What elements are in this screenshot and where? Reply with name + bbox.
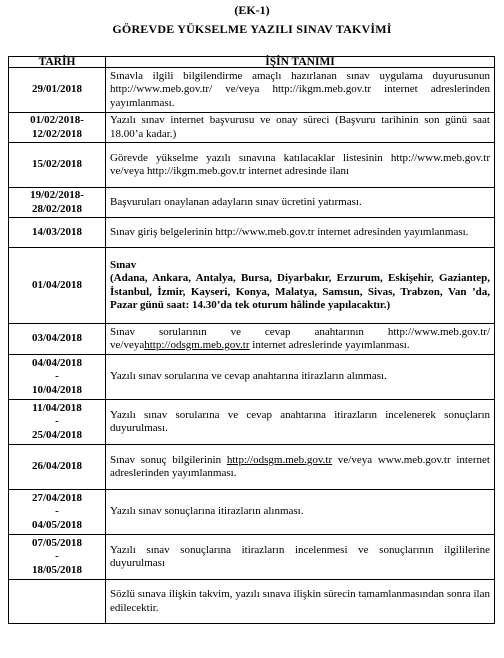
row-date	[9, 324, 106, 355]
date-text: 26/04/2018	[31, 460, 83, 473]
table-row	[9, 400, 495, 445]
table-row	[9, 535, 495, 580]
description-text: Yazılı sınav sorularına ve cevap anahtarına itirazların incelenerek sonuçların duyurulması.	[110, 408, 490, 434]
date-text: 10/04/2018	[31, 383, 83, 396]
row-date	[9, 445, 106, 490]
date-text: 29/01/2018	[31, 83, 83, 96]
row-date	[9, 355, 106, 400]
annex-label: (EK-1)	[234, 3, 270, 17]
row-date	[9, 490, 106, 535]
description-text: Başvuruları onaylanan adayların sınav ücretini yatırması.	[110, 195, 362, 208]
row-description	[106, 113, 495, 143]
row-description	[106, 248, 495, 324]
row-date	[9, 400, 106, 445]
date-text: 01/02/2018-	[30, 114, 84, 127]
page-title: GÖREVDE YÜKSELME YAZILI SINAV TAKVİMİ	[112, 22, 392, 36]
description-text: Sınav sorularının ve cevap anahtarının http://www.meb.gov.tr/ ve/veya	[110, 325, 490, 351]
row-description	[106, 188, 495, 218]
date-text: 04/04/2018	[31, 356, 83, 369]
exam-schedule-table	[8, 56, 495, 624]
description-text: Sözlü sınava ilişkin takvim, yazılı sınava ilişkin sürecin tamamlanmasından sonra ilan edilecektir.	[110, 588, 490, 614]
row-date	[9, 113, 106, 143]
row-description	[106, 324, 495, 355]
description-link[interactable]: http://odsgm.meb.gov.tr	[226, 453, 333, 466]
date-text: 28/02/2018	[31, 202, 83, 215]
description-title: Sınav	[110, 258, 137, 271]
table-row	[9, 490, 495, 535]
description-text: ve/veya www.meb.gov.tr internet adreslerinden yayımlanması.	[110, 453, 490, 479]
date-text: 01/04/2018	[31, 278, 83, 291]
date-text: 07/05/2018	[31, 536, 83, 549]
date-text: 18/05/2018	[31, 563, 83, 576]
column-header-date: TARİH	[9, 57, 106, 68]
row-description	[106, 535, 495, 580]
date-text: 14/03/2018	[31, 225, 83, 238]
date-text: 12/02/2018	[31, 127, 83, 140]
description-text: Yazılı sınav sonuçlarına itirazların incelenmesi ve sonuçlarının ilgililerine duyurulması	[110, 543, 490, 569]
description-text: Yazılı sınav internet başvurusu ve onay süreci (Başvuru tarihinin son günü saat 18.00’a kadar.)	[110, 114, 490, 140]
table-row	[9, 355, 495, 400]
date-text: 27/04/2018	[31, 491, 83, 504]
date-text: 19/02/2018-	[30, 189, 84, 202]
row-description	[106, 143, 495, 188]
row-description	[106, 580, 495, 624]
table-header-row	[9, 57, 495, 68]
table-row	[9, 248, 495, 324]
row-date	[9, 535, 106, 580]
description-text: Yazılı sınav sonuçlarına itirazların alınması.	[110, 505, 304, 518]
table-row	[9, 143, 495, 188]
row-description	[106, 355, 495, 400]
date-text: 03/04/2018	[31, 332, 83, 345]
column-header-description: İŞİN TANIMI	[106, 57, 495, 68]
date-range-dash: -	[55, 370, 59, 383]
date-text: 11/04/2018	[32, 401, 82, 414]
description-text: Sınavla ilgili bilgilendirme amaçlı hazırlanan sınav uygulama duyurusunun http://www.meb.gov.tr/ ve/veya http://ikgm.meb.gov.tr internet adreslerinden yayımlanması.	[110, 69, 490, 109]
date-text: 25/04/2018	[31, 428, 83, 441]
row-date	[9, 188, 106, 218]
table-row	[9, 113, 495, 143]
row-description	[106, 218, 495, 248]
row-description	[106, 445, 495, 490]
description-text: Sınav giriş belgelerinin http://www.meb.gov.tr internet adresinden yayımlanması.	[110, 225, 469, 238]
description-text: Sınav sonuç bilgilerinin	[110, 453, 227, 466]
description-text: Görevde yükselme yazılı sınavına katılacaklar listesinin http://www.meb.gov.tr ve/veya http://ikgm.meb.gov.tr internet adresinde ilanı	[110, 151, 490, 177]
row-date	[9, 68, 106, 113]
row-description	[106, 400, 495, 445]
date-range-dash: -	[55, 550, 59, 563]
table-row	[9, 68, 495, 113]
row-date	[9, 248, 106, 324]
row-description	[106, 68, 495, 113]
date-range-dash: -	[55, 415, 59, 428]
table-row	[9, 324, 495, 355]
date-range-dash: -	[55, 505, 59, 518]
description-text: Yazılı sınav sorularına ve cevap anahtarına itirazların alınması.	[110, 370, 387, 383]
description-link[interactable]: http://odsgm.meb.gov.tr	[144, 339, 250, 351]
date-text: 15/02/2018	[31, 158, 83, 171]
date-text: 04/05/2018	[31, 518, 83, 531]
table-row	[9, 188, 495, 218]
description-text: (Adana, Ankara, Antalya, Bursa, Diyarbakır, Erzurum, Eskişehir, Gaziantep, İstanbul, İzmir, Kayseri, Konya, Malatya, Samsun, Sivas, Trabzon, Van ’da, Pazar günü saat: 14.30’da tek oturum hâlinde yapılacaktır.)	[110, 272, 490, 311]
description-text: internet adreslerinde yayımlanması.	[249, 339, 410, 351]
row-date	[9, 580, 106, 624]
row-description	[106, 490, 495, 535]
table-row	[9, 218, 495, 248]
row-date	[9, 218, 106, 248]
table-row	[9, 445, 495, 490]
row-date	[9, 143, 106, 188]
table-row	[9, 580, 495, 624]
